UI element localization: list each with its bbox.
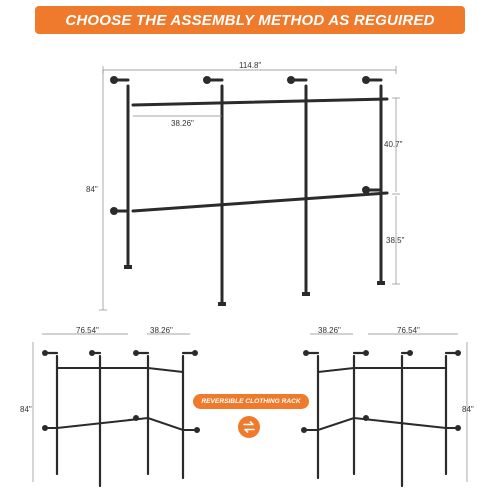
main-width-label: 114.8" bbox=[239, 61, 262, 70]
left-corner-rack bbox=[42, 350, 200, 486]
right-height-label: 84" bbox=[462, 405, 474, 414]
right-narrow-label: 38.26" bbox=[318, 326, 341, 335]
banner-title: CHOOSE THE ASSEMBLY METHOD AS REGUIRED bbox=[65, 11, 435, 29]
swap-arrows-icon bbox=[238, 416, 260, 438]
right-wide-label: 76.54" bbox=[397, 326, 420, 335]
left-wide-label: 76.54" bbox=[76, 326, 99, 335]
left-height-label: 84" bbox=[20, 405, 32, 414]
main-upper-height-label: 40.7" bbox=[384, 140, 403, 149]
main-section-label: 38.26" bbox=[171, 119, 194, 128]
right-dimension-lines bbox=[310, 334, 467, 482]
reversible-badge bbox=[193, 394, 309, 409]
left-narrow-label: 38.26" bbox=[150, 326, 173, 335]
main-lower-height-label: 38.5" bbox=[386, 236, 405, 245]
main-rack bbox=[110, 76, 387, 306]
badge-label: REVERSIBLE CLOTHING RACK bbox=[201, 398, 301, 405]
right-corner-rack bbox=[301, 350, 461, 486]
main-height-label: 84" bbox=[86, 185, 98, 194]
